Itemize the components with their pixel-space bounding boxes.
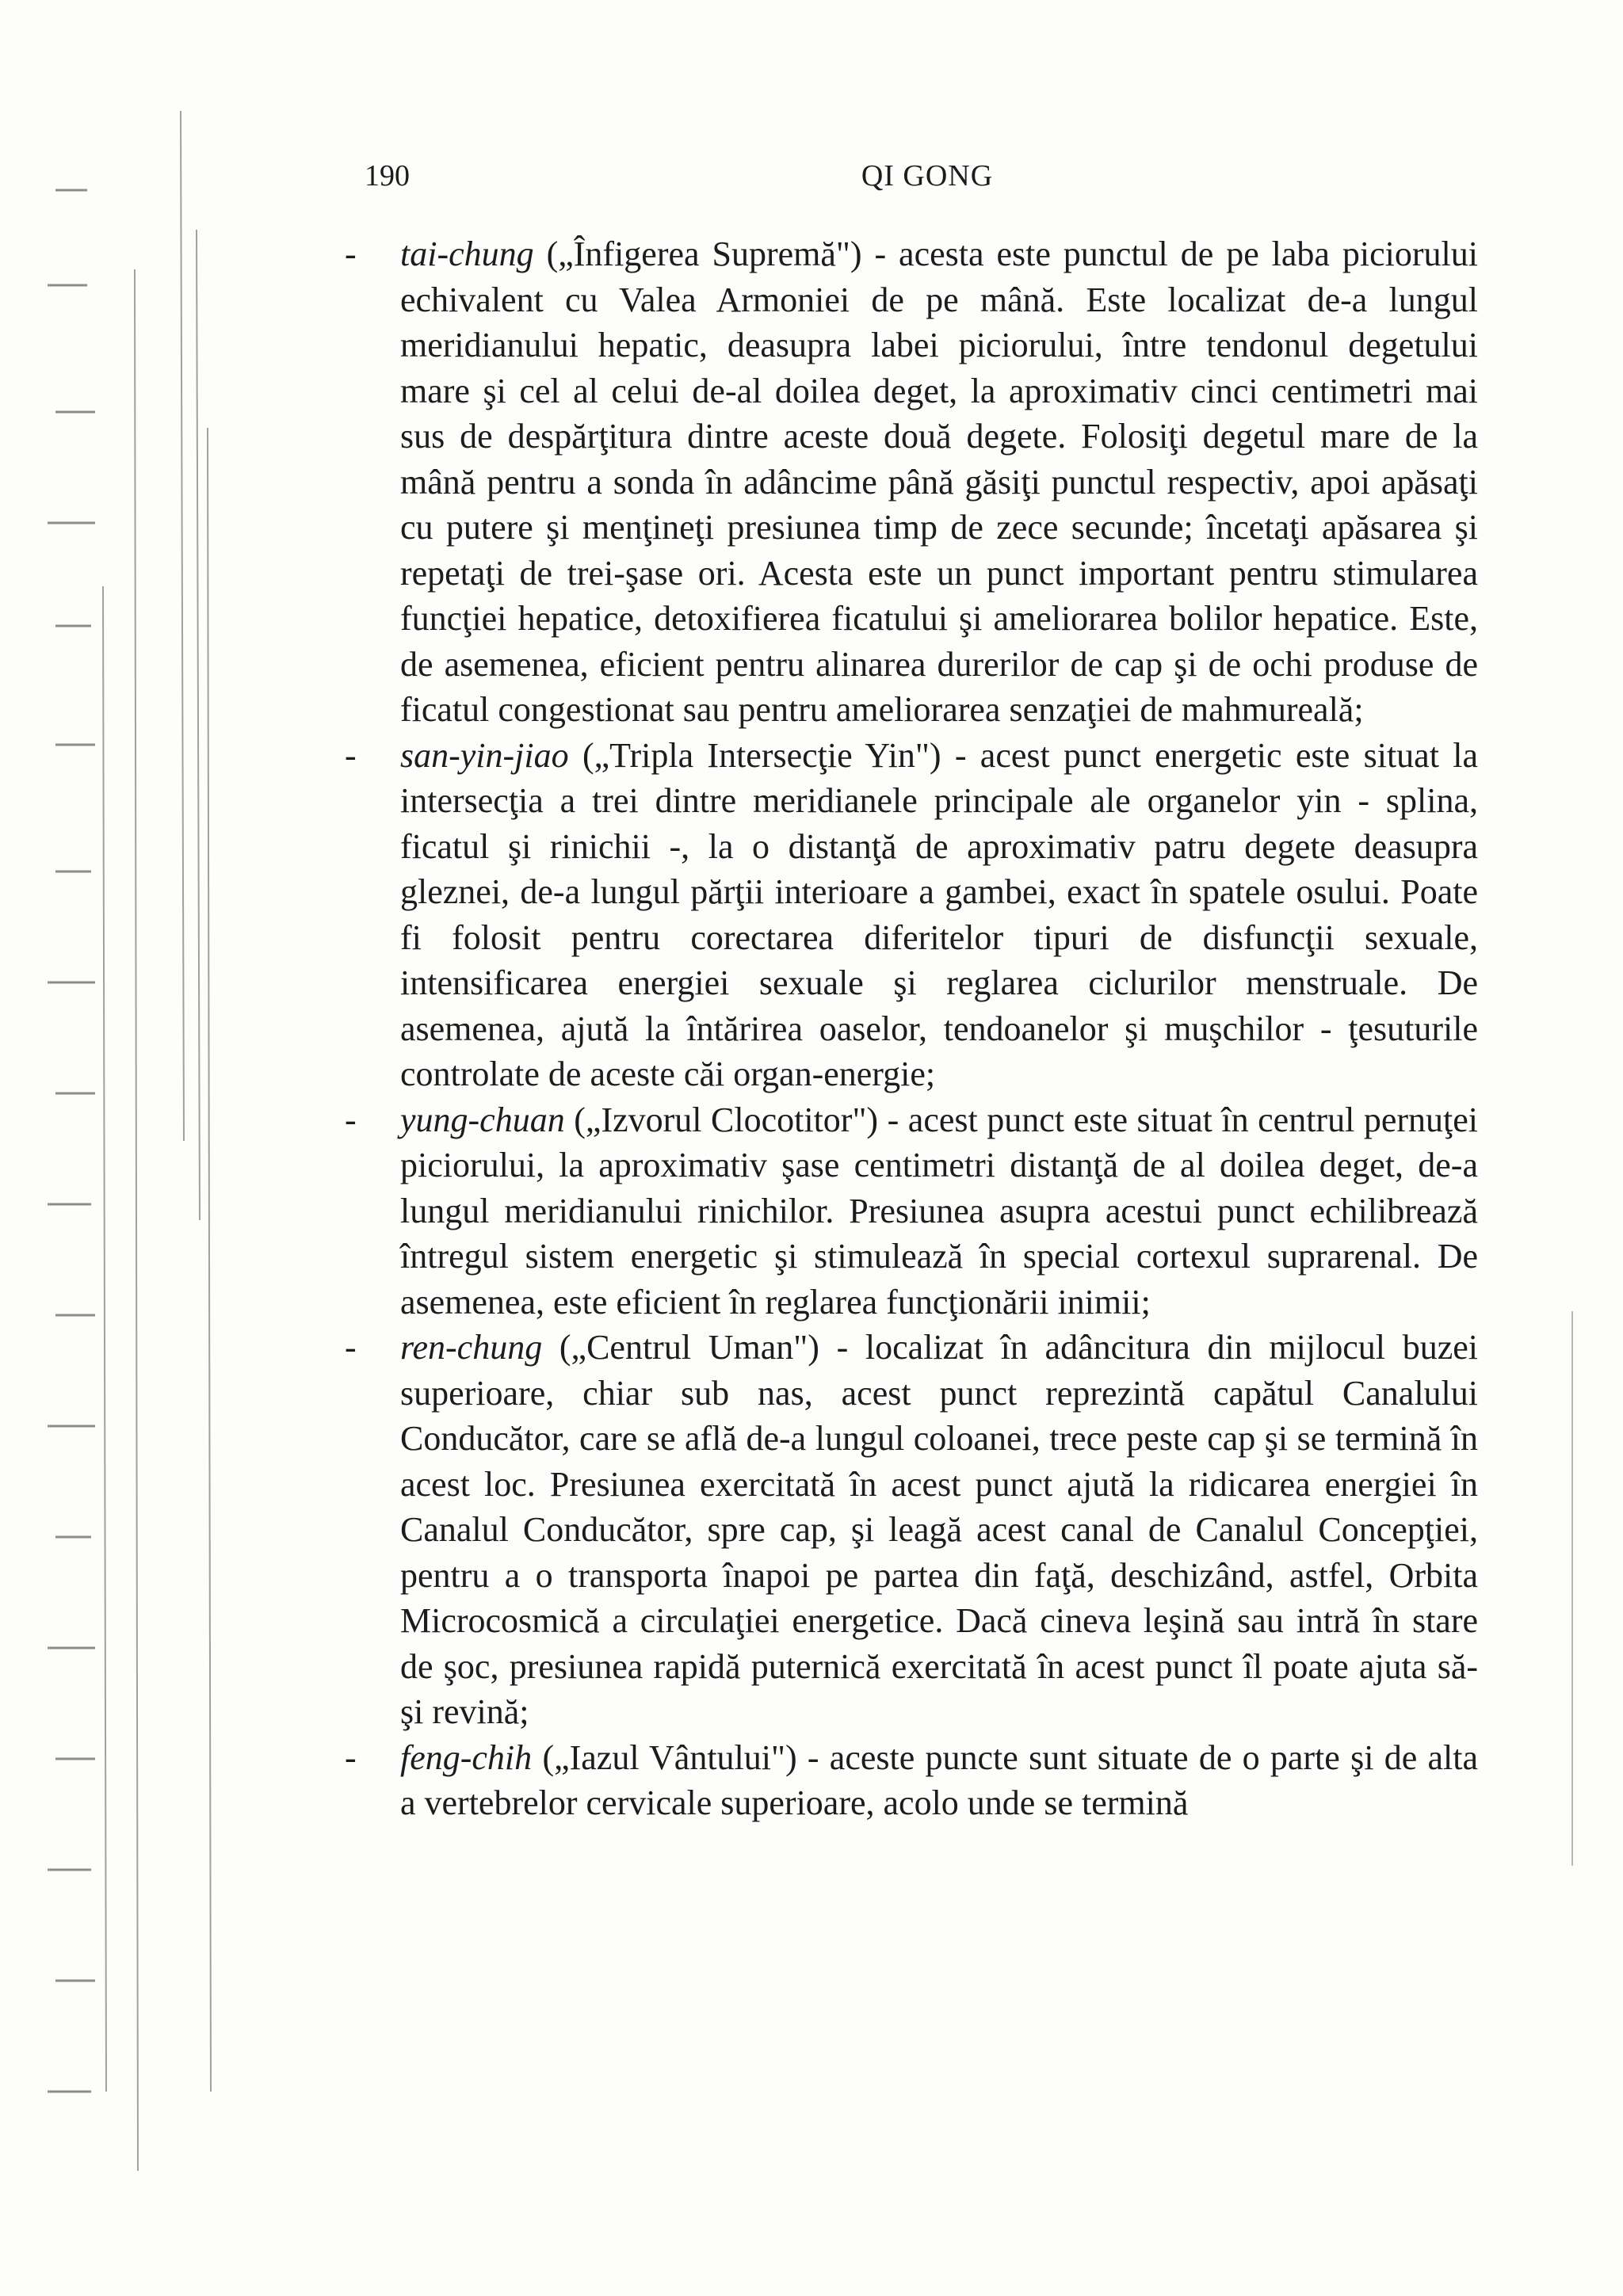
margin-scan-line [1571,1311,1573,1866]
list-item [345,1735,1478,1826]
list-item [345,733,1478,1097]
list-item [345,231,1478,733]
list-bullet: - [345,1737,357,1777]
entry-term: yung-chuan [400,1100,565,1139]
entry-term: ren-chung [400,1328,543,1367]
list-bullet: - [345,1328,357,1367]
list-bullet: - [345,735,357,775]
entry-text: („Izvorul Clocotitor") - acest punct este situat în centrul pernuţei piciorului, la aproximativ şase centimetri distanţă de al doilea deget, de-a lungul meridianului rinichilor. Presiunea asupra acestui punct echilibrează întregul sistem energetic şi stimulează în special cortexul suprarenal. De asemenea, este eficient în reglarea funcţionării inimii; [400,1100,1478,1322]
running-title: QI GONG [861,159,994,193]
page-number: 190 [365,159,410,193]
list-bullet: - [345,235,357,273]
entry-term: feng-chih [400,1737,533,1777]
list-item [345,1097,1478,1325]
list-item [345,1325,1478,1735]
page-header [365,158,1490,200]
entry-text: („Centrul Uman") - localizat în adâncitura din mijlocul buzei superioare, chiar sub nas, acest punct reprezintă capătul Canalului Conducător, care se află de-a lungul coloanei, trece peste cap şi se termină în acest loc. Presiunea exercitată în acest punct ajută la ridicarea energiei în Canalul Conducător, spre cap, şi leagă acest canal de Canalul Concepţiei, pentru a o transporta înapoi pe partea din faţă, deschizând, astfel, Orbita Microcosmică a circulaţiei energetice. Dacă cineva leşină sau intră în stare de şoc, presiunea rapidă puternică exercitată în acest punct îl poate ajuta să-şi revină; [400,1328,1478,1731]
entry-text: („Tripla Intersecţie Yin") - acest punct energetic este situat la intersecţia a trei dintre meridianele principale ale organelor yin - splina, ficatul şi rinichii -, la o distanţă de aproximativ patru degete deasupra gleznei, de-a lungul părţii interioare a gambei, exact în spatele osului. Poate fi folosit pentru corectarea diferitelor tipuri de disfuncţii sexuale, intensificarea energiei sexuale şi reglarea ciclurilor menstruale. De asemenea, ajută la întărirea oaselor, tendoanelor şi muşchilor - ţesuturile controlate de aceste căi organ-energie; [400,735,1478,1093]
scan-edge-artifacts [0,111,238,2218]
list-bullet: - [345,1100,357,1139]
entry-text: („Iazul Vântului") - aceste puncte sunt situate de o parte şi de alta a vertebrelor cervicale superioare, acolo unde se termină [400,1737,1478,1822]
entry-term: tai-chung [400,235,534,273]
entry-text: („Înfigerea Supremă") - acesta este punctul de pe laba piciorului echivalent cu Valea Armoniei de pe mână. Este localizat de-a lungul meridianului hepatic, deasupra labei piciorului, între tendonul degetului mare şi cel al celui de-al doilea deget, la aproximativ cinci centimetri mai sus de despărţitura dintre aceste două degete. Folosiţi degetul mare de la mână pentru a sonda în adâncime până găsiţi punctul respectiv, apoi apăsaţi cu putere şi menţineţi presiunea timp de zece secunde; încetaţi apăsarea şi repetaţi de trei-şase ori. Acesta este un punct important pentru stimularea funcţiei hepatice, detoxifierea ficatului şi ameliorarea bolilor hepatice. Este, de asemenea, eficient pentru alinarea durerilor de cap şi de ochi produse de ficatul congestionat sau pentru ameliorarea senzaţiei de mahmureală; [400,235,1478,729]
entry-term: san-yin-jiao [400,735,569,775]
body-text [345,231,1478,1826]
